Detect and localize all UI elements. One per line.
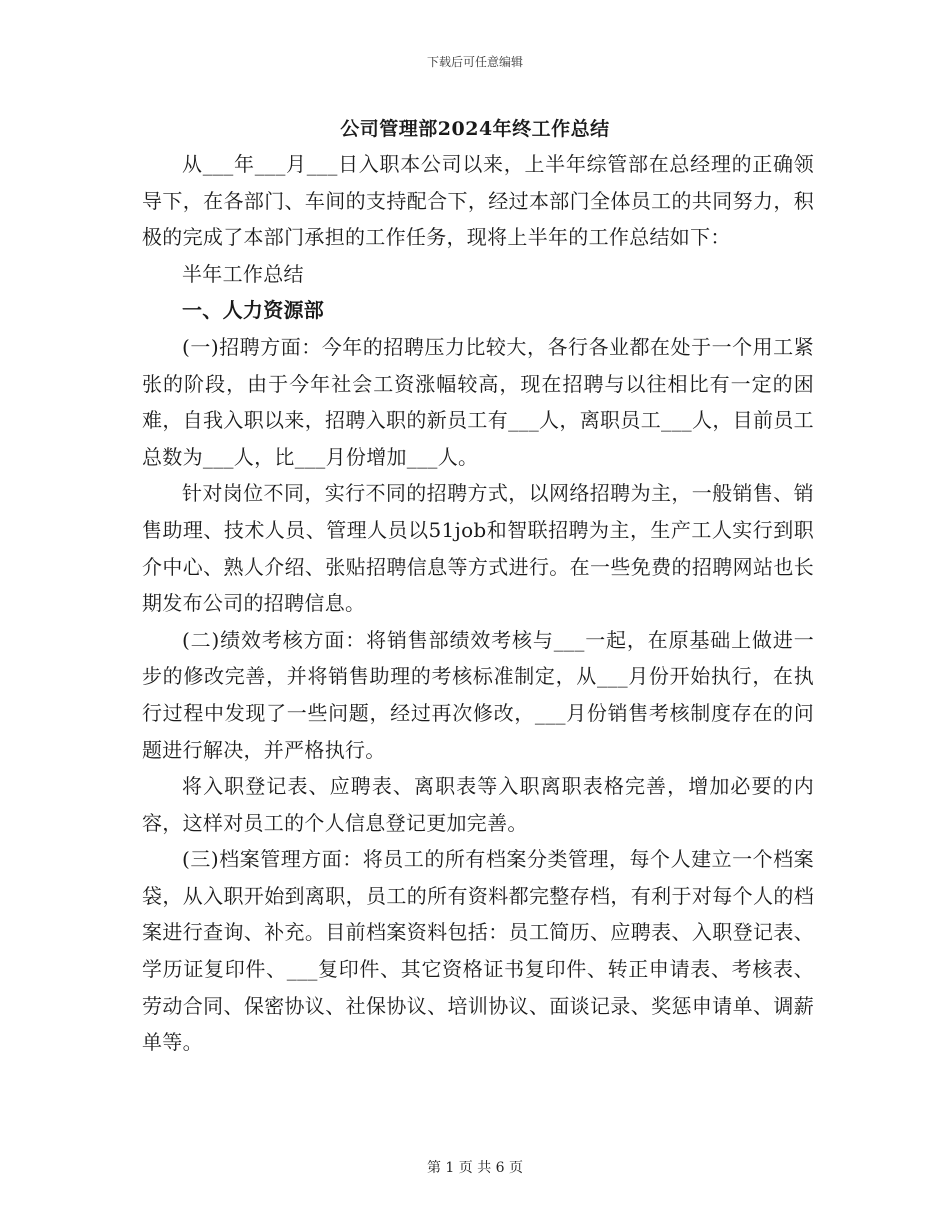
heading-hr-department: 一、人力资源部	[182, 298, 325, 323]
document-title: 公司管理部2024年终工作总结	[340, 118, 610, 140]
header-note: 下载后可任意编辑	[426, 55, 523, 69]
paragraph-forms: 将入职登记表、应聘表、离职表等入职离职表格完善，增加必要的内容，这样对员工的个人信息登记更加完善。	[142, 774, 814, 835]
paragraph-section-label: 半年工作总结	[182, 261, 304, 286]
paragraph-recruitment: (一)招聘方面：今年的招聘压力比较大，各行各业都在处于一个用工紧张的阶段，由于今年社会工资涨幅较高，现在招聘与以往相比有一定的困难，自我入职以来，招聘入职的新员工有___人，离职员工___人，目前员工总数为___人，比___月份增加___人。	[142, 334, 814, 469]
paragraph-intro: 从___年___月___日入职本公司以来，上半年综管部在总经理的正确领导下，在各部门、车间的支持配合下，经过本部门全体员工的共同努力，积极的完成了本部门承担的工作任务，现将上半年的工作总结如下：	[142, 152, 814, 250]
paragraph-recruitment-methods: 针对岗位不同，实行不同的招聘方式，以网络招聘为主，一般销售、销售助理、技术人员、管理人员以51job和智联招聘为主，生产工人实行到职介中心、熟人介绍、张贴招聘信息等方式进行。在一些免费的招聘网站也长期发布公司的招聘信息。	[142, 481, 814, 616]
page-footer: 第 1 页 共 6 页	[426, 1160, 524, 1176]
paragraph-archives: (三)档案管理方面：将员工的所有档案分类管理，每个人建立一个档案袋，从入职开始到离职，员工的所有资料都完整存档，有利于对每个人的档案进行查询、补充。目前档案资料包括：员工简历、应聘表、入职登记表、学历证复印件、___复印件、其它资格证书复印件、转正申请表、考核表、劳动合同、保密协议、社保协议、培训协议、面谈记录、奖惩申请单、调薪单等。	[142, 847, 814, 1055]
paragraph-performance: (二)绩效考核方面：将销售部绩效考核与___一起，在原基础上做进一步的修改完善，并将销售助理的考核标准制定，从___月份开始执行，在执行过程中发现了一些问题，经过再次修改，___月份销售考核制度存在的问题进行解决，并严格执行。	[142, 627, 814, 762]
document-body	[142, 146, 814, 1061]
